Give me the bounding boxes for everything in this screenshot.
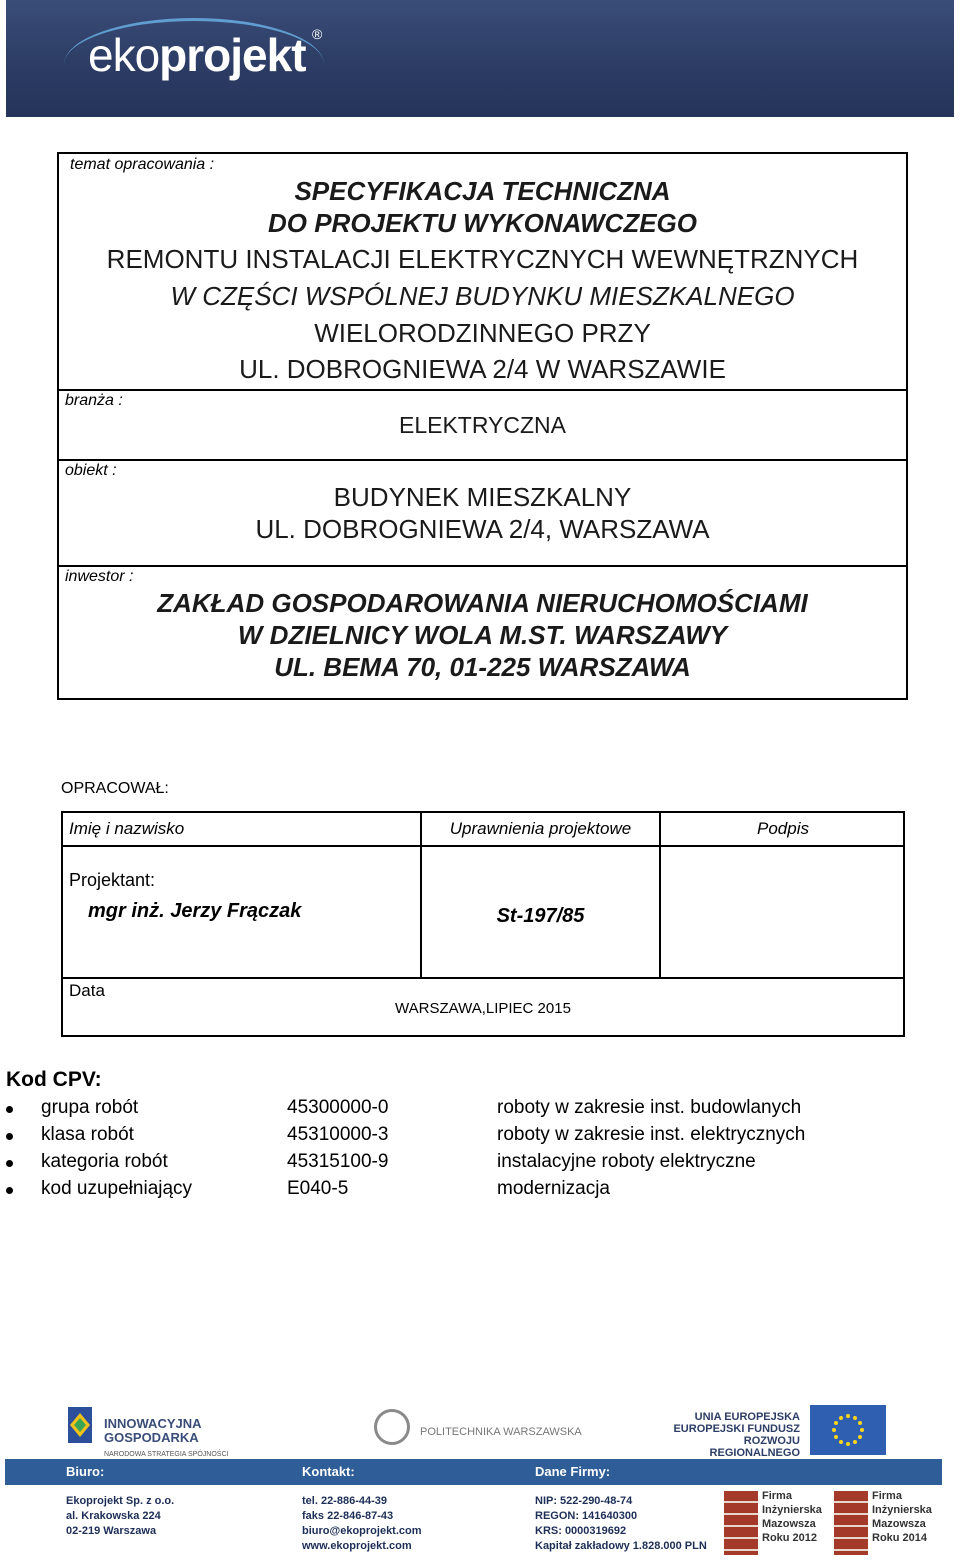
divider-investor [59,565,906,567]
prepared-by-label: OPRACOWAŁ: [61,780,169,797]
cpv-kind: klasa robót [41,1124,134,1145]
company-logo [88,28,306,82]
cpv-kind: kategoria robót [41,1151,168,1172]
brick-wall-icon [834,1491,868,1555]
office-line: 02-219 Warszawa [66,1525,157,1537]
award-line: Roku 2012 [762,1532,818,1544]
contact-line: faks 22-846-87-43 [302,1510,394,1522]
topic-line-5: WIELORODZINNEGO PRZY [314,318,651,348]
award-line: Mazowsza [762,1518,816,1530]
office-label: Biuro: [66,1464,105,1479]
company-line: NIP: 522-290-48-74 [535,1495,633,1507]
topic-line-6: UL. DOBROGNIEWA 2/4 W WARSZAWIE [239,354,726,384]
signature-area [661,847,905,977]
designer-role: Projektant: [69,870,156,890]
list-item [0,1124,960,1150]
company-line: REGON: 141640300 [535,1510,638,1522]
investor-line-1: ZAKŁAD GOSPODAROWANIA NIERUCHOMOŚCIAMI [157,588,808,618]
divider-object [59,459,906,461]
website-link[interactable]: www.ekoprojekt.com [302,1540,412,1552]
author-table [61,811,905,1037]
company-details [535,1494,707,1554]
list-item [0,1151,960,1177]
company-line: Kapitał zakładowy 1.828.000 PLN [535,1540,707,1552]
investor-label: inwestor : [65,568,134,585]
header-banner [6,0,954,117]
object-line-1: BUDYNEK MIESZKALNY [333,482,632,512]
cpv-desc: roboty w zakresie inst. elektrycznych [497,1124,806,1145]
ig-title-2: GOSPODARKA [104,1430,199,1445]
cpv-kind: kod uzupełniający [41,1178,193,1199]
ig-title-1: INNOWACYJNA [104,1416,202,1431]
ig-subtitle: NARODOWA STRATEGIA SPÓJNOŚCI [104,1451,229,1458]
office-line: Ekoprojekt Sp. z o.o. [66,1495,175,1507]
contact-details [302,1494,422,1554]
contact-label: Kontakt: [302,1464,355,1479]
partner-logos [0,1395,960,1457]
date-value: WARSZAWA,LIPIEC 2015 [395,1000,571,1017]
eu-line-1: UNIA EUROPEJSKA [694,1411,800,1423]
award-line: Inżynierska [762,1504,822,1516]
eu-fund-text [660,1411,800,1459]
contact-line: tel. 22-886-44-39 [302,1495,387,1507]
cpv-code: 45315100-9 [287,1151,389,1172]
designer-name: mgr inż. Jerzy Frączak [88,900,302,922]
topic-label: temat opracowania : [70,156,215,173]
object-line-2: UL. DOBROGNIEWA 2/4, WARSZAWA [255,514,710,544]
award-badge-2014 [834,1487,942,1557]
logo-text-light: eko [88,29,160,81]
list-item [0,1097,960,1123]
cpv-title: Kod CPV: [6,1068,102,1091]
list-item [0,1178,960,1204]
office-line: al. Krakowska 224 [66,1510,161,1522]
award-line: Inżynierska [872,1504,932,1516]
award-line: Firma [872,1490,902,1502]
award-line: Firma [762,1490,792,1502]
title-box [57,152,908,700]
eu-flag-icon [810,1405,886,1455]
brick-wall-icon [724,1491,758,1555]
innovative-economy-icon [66,1405,94,1445]
author-date-divider [63,977,903,979]
branch-value: ELEKTRYCZNA [398,412,566,438]
column-license-header: Uprawnienia projektowe [449,819,632,838]
cpv-desc: roboty w zakresie inst. budowlanych [497,1097,802,1118]
cpv-desc: modernizacja [497,1178,610,1199]
email-link[interactable]: biuro@ekoprojekt.com [302,1525,422,1537]
eu-line-2: EUROPEJSKI FUNDUSZ [673,1423,800,1435]
column-signature-header: Podpis [757,819,809,838]
award-badge-2012 [724,1487,832,1557]
eu-line-3: ROZWOJU REGIONALNEGO [709,1435,800,1459]
office-address [66,1494,174,1539]
bullet-icon [6,1187,13,1194]
innovative-economy-logo [104,1417,228,1462]
university-name: POLITECHNIKA WARSZAWSKA [420,1426,582,1438]
cpv-code: 45300000-0 [287,1097,389,1118]
designer-license: St-197/85 [496,905,585,927]
registered-mark: ® [312,26,323,42]
award-line: Mazowsza [872,1518,926,1530]
date-label: Data [69,981,105,1000]
company-line: KRS: 0000319692 [535,1525,627,1537]
cpv-desc: instalacyjne roboty elektryczne [497,1151,756,1172]
investor-line-2: W DZIELNICY WOLA M.ST. WARSZAWY [237,620,728,650]
university-seal-icon [374,1409,410,1445]
topic-line-3: REMONTU INSTALACJI ELEKTRYCZNYCH WEWNĘTRZNYCH [106,244,859,274]
award-text [872,1489,932,1545]
cpv-kind: grupa robót [41,1097,139,1118]
topic-line-1: SPECYFIKACJA TECHNICZNA [294,176,671,206]
company-label: Dane Firmy: [535,1464,611,1479]
bullet-icon [6,1106,13,1113]
award-text [762,1489,822,1545]
object-label: obiekt : [65,462,117,479]
award-line: Roku 2014 [872,1532,928,1544]
bullet-icon [6,1160,13,1167]
bullet-icon [6,1133,13,1140]
column-name-header: Imię i nazwisko [69,819,185,838]
logo-text-bold: projekt [159,29,306,81]
branch-label: branża : [65,392,123,409]
cpv-code: E040-5 [287,1178,349,1199]
divider-branch [59,389,906,391]
investor-line-3: UL. BEMA 70, 01-225 WARSZAWA [274,652,691,682]
topic-line-2: DO PROJEKTU WYKONAWCZEGO [267,208,697,238]
topic-line-4: W CZĘŚCI WSPÓLNEJ BUDYNKU MIESZKALNEGO [170,281,795,311]
cpv-code: 45310000-3 [287,1124,389,1145]
footer-bar [5,1459,942,1485]
